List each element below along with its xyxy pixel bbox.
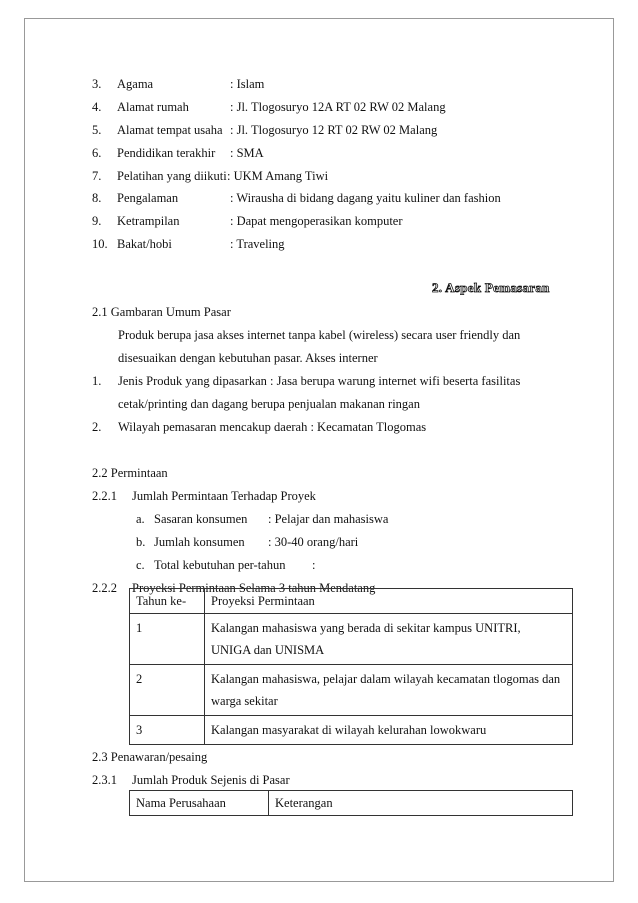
paragraph-line: disesuaikan dengan kebutuhan pasar. Akses interner xyxy=(118,351,378,365)
table-cell: 1 xyxy=(130,614,205,665)
table-header-cell: Nama Perusahaan xyxy=(130,791,269,816)
subsection-title: 2.1 Gambaran Umum Pasar xyxy=(92,305,231,319)
table-cell: 3 xyxy=(130,716,205,745)
table-header-cell: Tahun ke- xyxy=(130,589,205,614)
table-cell: Kalangan masyarakat di wilayah kelurahan lowokwaru xyxy=(205,716,573,745)
subsection-title: 2.2 Permintaan xyxy=(92,466,168,480)
list-item-continuation: cetak/printing dan dagang berupa penjualan makanan ringan xyxy=(118,397,420,411)
paragraph-line: Produk berupa jasa akses internet tanpa kabel (wireless) secara user friendly dan xyxy=(118,328,521,342)
table-cell: Kalangan mahasiswa yang berada di sekitar kampus UNITRI, UNIGA dan UNISMA xyxy=(205,614,573,665)
table-header-cell: Keterangan xyxy=(269,791,573,816)
table-header-row xyxy=(130,791,573,816)
table-row xyxy=(130,716,573,745)
table-row xyxy=(130,665,573,716)
competitor-table xyxy=(129,790,573,816)
projection-table xyxy=(129,588,573,745)
section-heading: 2. Aspek Pemasaran xyxy=(432,280,550,295)
table-cell: Kalangan mahasiswa, pelajar dalam wilayah kecamatan tlogomas dan warga sekitar xyxy=(205,665,573,716)
subsection-title: 2.3 Penawaran/pesaing xyxy=(92,750,208,764)
table-header-cell: Proyeksi Permintaan xyxy=(205,589,573,614)
table-cell: 2 xyxy=(130,665,205,716)
table-header-row xyxy=(130,589,573,614)
table-row xyxy=(130,614,573,665)
